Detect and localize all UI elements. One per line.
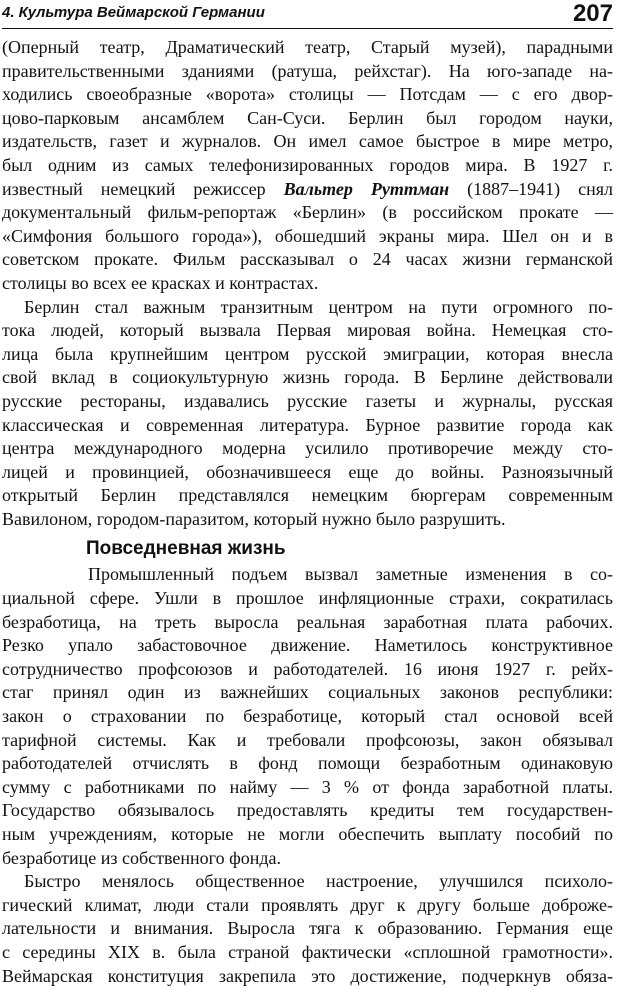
text-line: лицей и провинцией, обозначившееся еще до войны. Разноязычный	[2, 461, 613, 482]
text-line: открытый Берлин представлялся немецким бюргерам современным	[2, 485, 613, 506]
text-line: правительственными зданиями (ратуша, рейхстаг). На юго-западе на-	[2, 60, 613, 81]
text-line: стаг принял один из важнейших социальных законов республики:	[2, 682, 613, 703]
text-line: был одним из самых телефонизированных городов мира. В 1927 г.	[2, 154, 613, 175]
text-line: сотрудничество профсоюзов и работодателей. 16 июня 1927 г. рейх-	[2, 658, 613, 679]
text-line: «Симфония большого города»), обошедший экраны мира. Шел он и в	[2, 225, 613, 246]
director-name: Вальтер Руттман	[283, 178, 450, 199]
text-line: документальный фильм-репортаж «Берлин» (в российском прокате —	[2, 202, 613, 223]
text-line: ходились своеобразные «ворота» столицы — Потсдам — с его двор-	[2, 84, 613, 105]
text-line: Промышленный подъем вызвал заметные изменения в со-	[88, 564, 613, 585]
text-line: свой вклад в социокультурную жизнь города. В Берлине действовали	[2, 367, 613, 388]
text-line: безработица, на треть выросла реальная заработная плата рабочих.	[2, 611, 613, 632]
header-rule	[2, 28, 613, 29]
text-line: Резко упало забастовочное движение. Наметилось конструктивное	[2, 635, 613, 656]
text-line: с середины XIX в. была страной фактически «сплошной грамотности».	[2, 941, 613, 962]
text-line: русские рестораны, издавались русские газеты и журналы, русская	[2, 390, 613, 411]
text-line: работодателей отчислять в фонд помощи безработным одинаковую	[2, 753, 613, 774]
running-head-chapter-title: 4. Культура Веймарской Германии	[2, 4, 265, 21]
text-line: сумму с работниками по найму — 3 % от фонда заработной платы.	[2, 776, 613, 797]
text-line: лица была крупнейшим центром русской эмиграции, которая внесла	[2, 343, 613, 364]
text-line: Государство обязывалось предоставлять кредиты тем государствен-	[2, 800, 613, 821]
text-line: столицы во всех ее красках и контрастах.	[2, 272, 319, 293]
text-line: лательности и внимания. Выросла тяга к образованию. Германия еще	[2, 918, 613, 939]
page-body	[0, 36, 623, 988]
text-line: центра международного модерна усилило противоречие между сто-	[2, 438, 613, 459]
text-run: известный немецкий режиссер	[2, 178, 284, 199]
text-line: советском прокате. Фильм рассказывал о 24 часах жизни германской	[2, 249, 613, 270]
text-line: гический климат, люди стали проявлять друг к другу больше доброже-	[2, 894, 613, 915]
section-heading: Повседневная жизнь	[86, 538, 286, 560]
text-line: (Оперный театр, Драматический театр, Старый музей), парадными	[2, 37, 613, 57]
text-line: тока людей, который вызвала Первая мировая война. Немецкая сто-	[2, 320, 613, 341]
text-line: циальной сфере. Ушли в прошлое инфляционные страхи, сократилась	[2, 588, 613, 609]
text-line: Вавилоном, городом-паразитом, который нужно было разрушить.	[2, 508, 506, 529]
text-line: классическая и современная литература. Бурное развитие города как	[2, 414, 613, 435]
text-run: (1887–1941) снял	[449, 178, 613, 199]
text-line: Берлин стал важным транзитным центром на пути огромного по-	[24, 296, 613, 317]
text-line: Веймарская конституция закрепила это достижение, подчеркнув обяза-	[2, 965, 613, 986]
text-line: ным учреждениям, которые не могли обеспечить выплату пособий по	[2, 824, 613, 844]
text-line: безработице из собственного фонда.	[2, 847, 282, 868]
text-line	[0, 178, 623, 202]
text-line: Быстро менялось общественное настроение, улучшился психоло-	[24, 871, 613, 892]
text-line: закон о страховании по безработице, который стал основой всей	[2, 706, 613, 727]
text-line: цово-парковым ансамблем Сан-Суси. Берлин был городом науки,	[2, 107, 613, 128]
text-line: тарифной системы. Как и требовали профсоюзы, закон обязывал	[2, 729, 613, 750]
text-line: издательств, газет и журналов. Он имел самое быстрое в мире метро,	[2, 131, 613, 152]
page-number: 207	[572, 0, 613, 27]
